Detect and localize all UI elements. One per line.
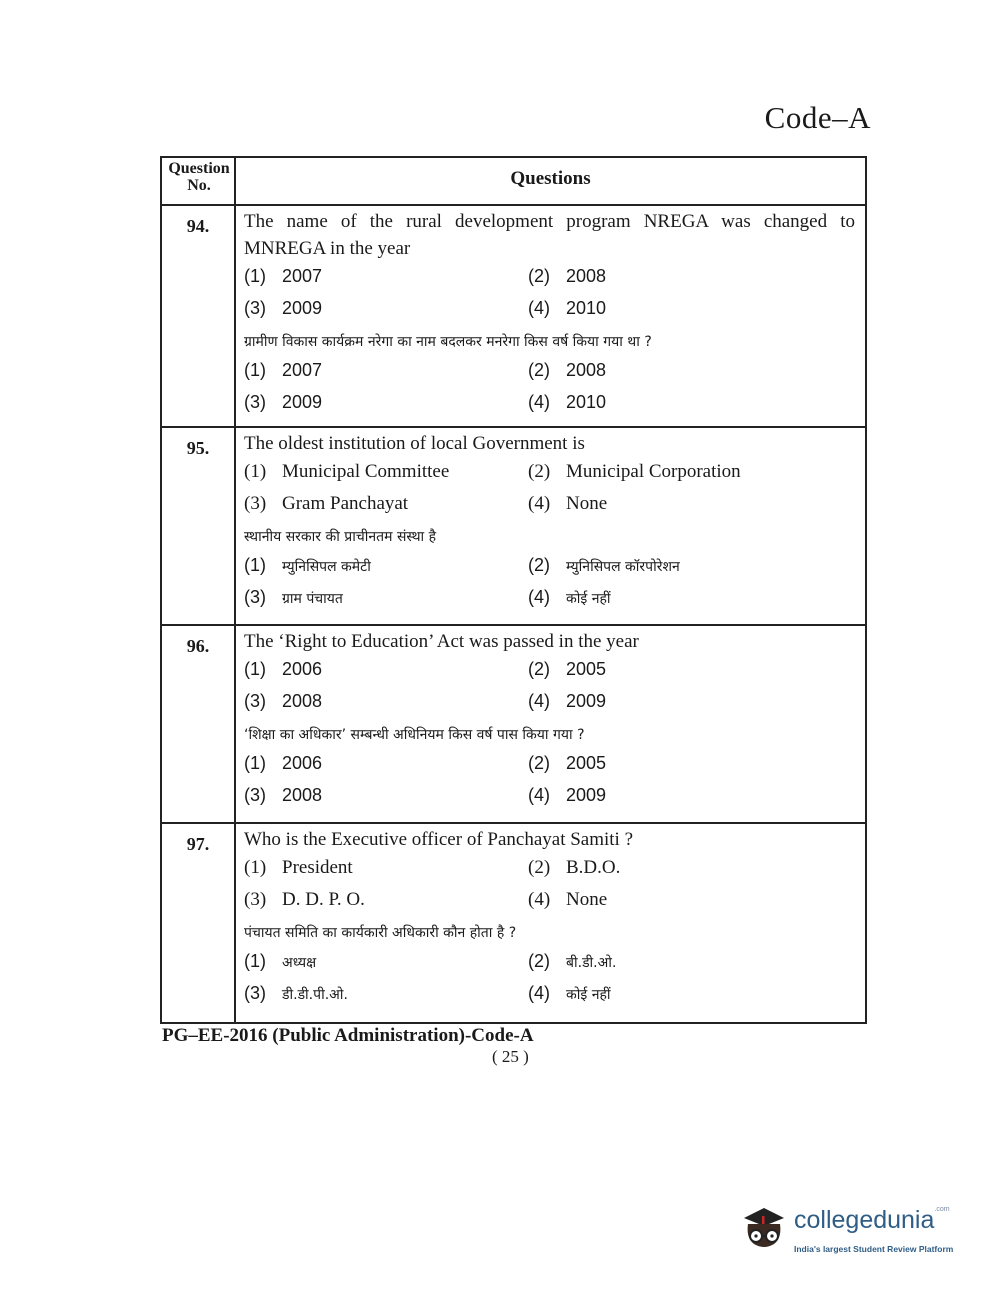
option-2-hindi: (2) बी.डी.ओ. — [528, 951, 617, 971]
option-2-hindi: (2) 2008 — [528, 360, 607, 380]
question-text-english: Who is the Executive officer of Panchayat Samiti ? — [244, 829, 634, 850]
options-row-hindi — [244, 947, 855, 979]
paper-footer: PG–EE-2016 (Public Administration)-Code-A — [162, 1025, 534, 1046]
question-text-english: The name of the rural development program NREGA was changed to MNREGA in the year — [244, 211, 855, 259]
option-3: (3) 2008 — [244, 691, 323, 711]
question-number: 97. — [186, 834, 210, 854]
option-1-hindi: (1) 2007 — [244, 360, 323, 380]
option-3: (3) Gram Panchayat — [244, 493, 409, 514]
option-3-hindi: (3) 2008 — [244, 785, 323, 805]
mascot-icon — [738, 1202, 790, 1254]
options-row — [244, 294, 855, 326]
brand-name: collegedunia$^{.com}$ — [794, 1206, 950, 1234]
question-row-94 — [162, 204, 865, 428]
options-row-hindi — [244, 781, 855, 813]
option-1: (1) 2007 — [244, 266, 323, 286]
option-4: (4) 2009 — [528, 691, 607, 711]
options-row — [244, 489, 855, 521]
question-row-97 — [162, 822, 865, 1022]
option-3-hindi: (3) 2009 — [244, 392, 323, 412]
question-body — [244, 624, 855, 813]
question-text-english: The ‘Right to Education’ Act was passed in the year — [244, 631, 639, 652]
options-row-hindi — [244, 551, 855, 583]
option-4: (4) None — [528, 889, 608, 910]
option-1-hindi: (1) म्युनिसिपल कमेटी — [244, 555, 371, 575]
option-2-hindi: (2) म्युनिसिपल कॉरपोरेशन — [528, 555, 680, 575]
option-4-hindi: (4) 2009 — [528, 785, 607, 805]
option-3-hindi: (3) डी.डी.पी.ओ. — [244, 983, 348, 1003]
options-row — [244, 853, 855, 885]
options-row-hindi — [244, 583, 855, 615]
option-2: (2) 2005 — [528, 659, 607, 679]
options-row — [244, 655, 855, 687]
question-body — [244, 822, 855, 1011]
option-2: (2) Municipal Corporation — [528, 461, 741, 482]
question-number: 96. — [186, 636, 210, 656]
options-row-hindi — [244, 979, 855, 1011]
question-text-hindi: ग्रामीण विकास कार्यक्रम नरेगा का नाम बदलकर मनरेगा किस वर्ष किया गया था ? — [244, 334, 652, 350]
option-3: (3) 2009 — [244, 298, 323, 318]
options-row — [244, 687, 855, 719]
header-questions: Questions — [510, 168, 591, 189]
question-number: 94. — [186, 216, 210, 236]
option-1: (1) 2006 — [244, 659, 323, 679]
question-body — [244, 204, 855, 420]
options-row — [244, 885, 855, 917]
option-1: (1) President — [244, 857, 353, 878]
question-row-96 — [162, 624, 865, 824]
options-row-hindi — [244, 749, 855, 781]
option-2: (2) 2008 — [528, 266, 607, 286]
question-row-95 — [162, 426, 865, 626]
option-1: (1) Municipal Committee — [244, 461, 450, 482]
option-3-hindi: (3) ग्राम पंचायत — [244, 587, 343, 607]
options-row-hindi — [244, 388, 855, 420]
question-body — [244, 426, 855, 615]
question-text-hindi: ‘शिक्षा का अधिकार’ सम्बन्धी अधिनियम किस वर्ष पास किया गया ? — [244, 727, 585, 743]
options-row-hindi — [244, 356, 855, 388]
options-row — [244, 262, 855, 294]
header-question-no: Question No. — [168, 160, 230, 194]
option-4-hindi: (4) कोई नहीं — [528, 587, 611, 607]
question-number: 95. — [186, 438, 210, 458]
option-3: (3) D. D. P. O. — [244, 889, 365, 910]
option-1-hindi: (1) 2006 — [244, 753, 323, 773]
option-1-hindi: (1) अध्यक्ष — [244, 951, 317, 971]
question-text-english: The oldest institution of local Government is — [244, 433, 585, 454]
option-4-hindi: (4) कोई नहीं — [528, 983, 611, 1003]
option-4-hindi: (4) 2010 — [528, 392, 607, 412]
question-text-hindi: पंचायत समिति का कार्यकारी अधिकारी कौन होता है ? — [244, 925, 517, 941]
table-header — [162, 158, 865, 206]
page-number: ( 25 ) — [492, 1047, 529, 1066]
paper-code: Code–A — [764, 100, 871, 135]
option-2-hindi: (2) 2005 — [528, 753, 607, 773]
option-4: (4) 2010 — [528, 298, 607, 318]
brand-tagline: India's largest Student Review Platform — [794, 1244, 954, 1254]
collegedunia-watermark — [738, 1196, 958, 1266]
question-table — [160, 156, 867, 1024]
question-text-hindi: स्थानीय सरकार की प्राचीनतम संस्था है — [244, 529, 437, 545]
option-4: (4) None — [528, 493, 608, 514]
option-2: (2) B.D.O. — [528, 857, 621, 878]
options-row — [244, 457, 855, 489]
